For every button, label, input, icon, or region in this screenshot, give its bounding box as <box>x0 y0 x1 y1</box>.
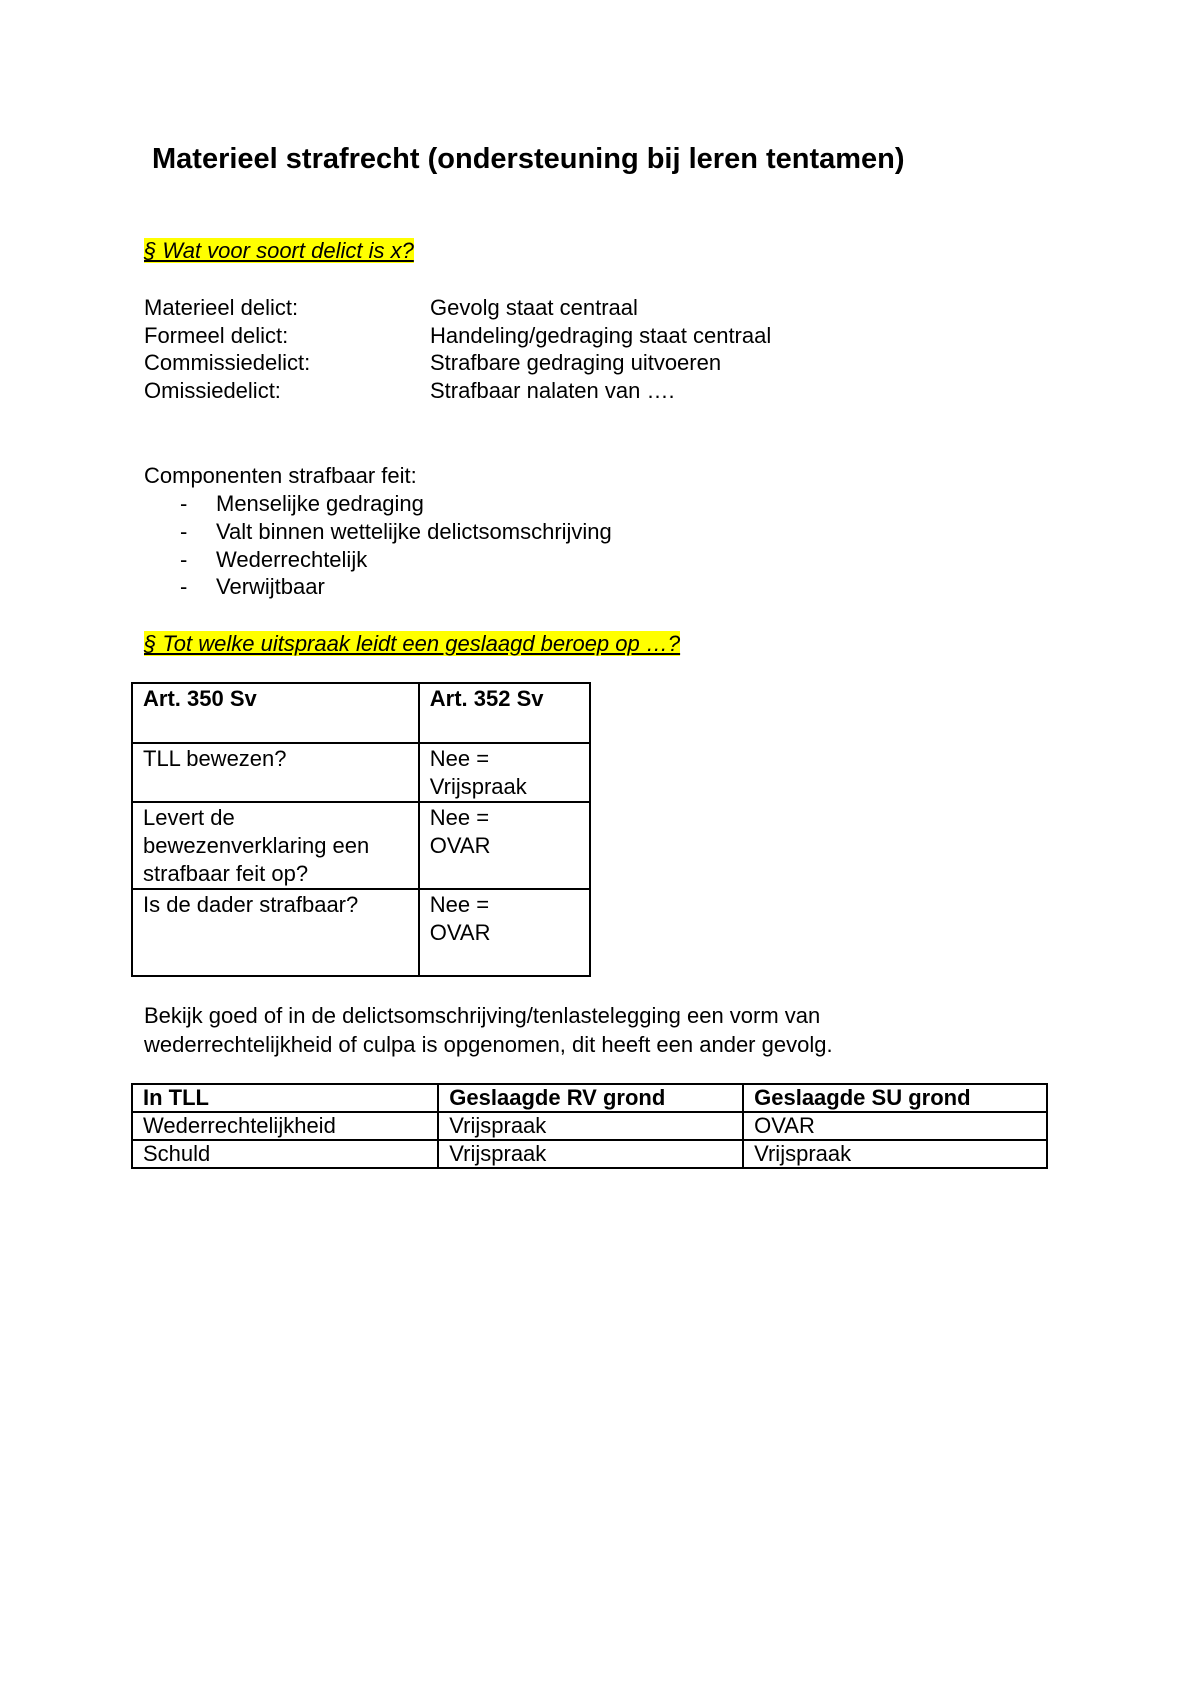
definition-description: Handeling/gedraging staat centraal <box>430 323 772 348</box>
definition-description: Gevolg staat centraal <box>430 295 638 320</box>
section-heading-text: § Tot welke uitspraak leidt een geslaagd beroep op …? <box>144 631 681 656</box>
definition-term: Materieel delict: <box>144 295 299 320</box>
table-cell: TLL bewezen? <box>132 743 419 802</box>
table-header-row <box>132 1084 1047 1112</box>
list-item-text: Verwijtbaar <box>216 574 325 599</box>
list-item-text: Wederrechtelijk <box>216 547 368 572</box>
table-cell: Is de dader strafbaar? <box>132 889 419 976</box>
verdict-table <box>131 682 591 977</box>
note-line: Bekijk goed of in de delictsomschrijving/tenlastelegging een vorm van <box>144 1003 821 1028</box>
table-header-cell: In TLL <box>132 1084 438 1112</box>
components-label: Componenten strafbaar feit: <box>144 463 417 488</box>
section-heading-verdict <box>144 631 680 657</box>
table-row <box>132 743 590 802</box>
table-header-row <box>132 683 590 743</box>
table-row <box>132 1140 1047 1168</box>
table-cell: Vrijspraak <box>743 1140 1047 1168</box>
table-cell: Nee = OVAR <box>419 802 590 889</box>
table-header-cell: Geslaagde SU grond <box>743 1084 1047 1112</box>
definition-term: Omissiedelict: <box>144 378 281 403</box>
table-cell: Vrijspraak <box>438 1112 743 1140</box>
table-row <box>132 1112 1047 1140</box>
definition-description: Strafbare gedraging uitvoeren <box>430 350 722 375</box>
table-cell: Nee = OVAR <box>419 889 590 976</box>
bullet-dash: - <box>180 491 188 516</box>
table-cell: Levert de bewezenverklaring een strafbaar feit op? <box>132 802 419 889</box>
table-header-cell: Art. 352 Sv <box>419 683 590 743</box>
table-header-cell: Geslaagde RV grond <box>438 1084 743 1112</box>
list-item-text: Valt binnen wettelijke delictsomschrijving <box>216 519 612 544</box>
section-heading-text: § Wat voor soort delict is x? <box>144 238 414 263</box>
table-row <box>132 889 590 976</box>
list-item-text: Menselijke gedraging <box>216 491 424 516</box>
section-heading-delict-type <box>144 238 414 264</box>
table-cell: Vrijspraak <box>438 1140 743 1168</box>
bullet-dash: - <box>180 574 188 599</box>
table-cell: Nee = Vrijspraak <box>419 743 590 802</box>
bullet-dash: - <box>180 519 188 544</box>
grounds-table <box>131 1083 1048 1169</box>
definition-description: Strafbaar nalaten van …. <box>430 378 675 403</box>
table-cell: Schuld <box>132 1140 438 1168</box>
definition-term: Formeel delict: <box>144 323 289 348</box>
note-line: wederrechtelijkheid of culpa is opgenomen, dit heeft een ander gevolg. <box>144 1032 833 1057</box>
table-cell: Wederrechtelijkheid <box>132 1112 438 1140</box>
table-header-cell: Art. 350 Sv <box>132 683 419 743</box>
table-cell: OVAR <box>743 1112 1047 1140</box>
definition-term: Commissiedelict: <box>144 350 311 375</box>
table-row <box>132 802 590 889</box>
page-title: Materieel strafrecht (ondersteuning bij leren tentamen) <box>152 143 905 175</box>
bullet-dash: - <box>180 547 188 572</box>
